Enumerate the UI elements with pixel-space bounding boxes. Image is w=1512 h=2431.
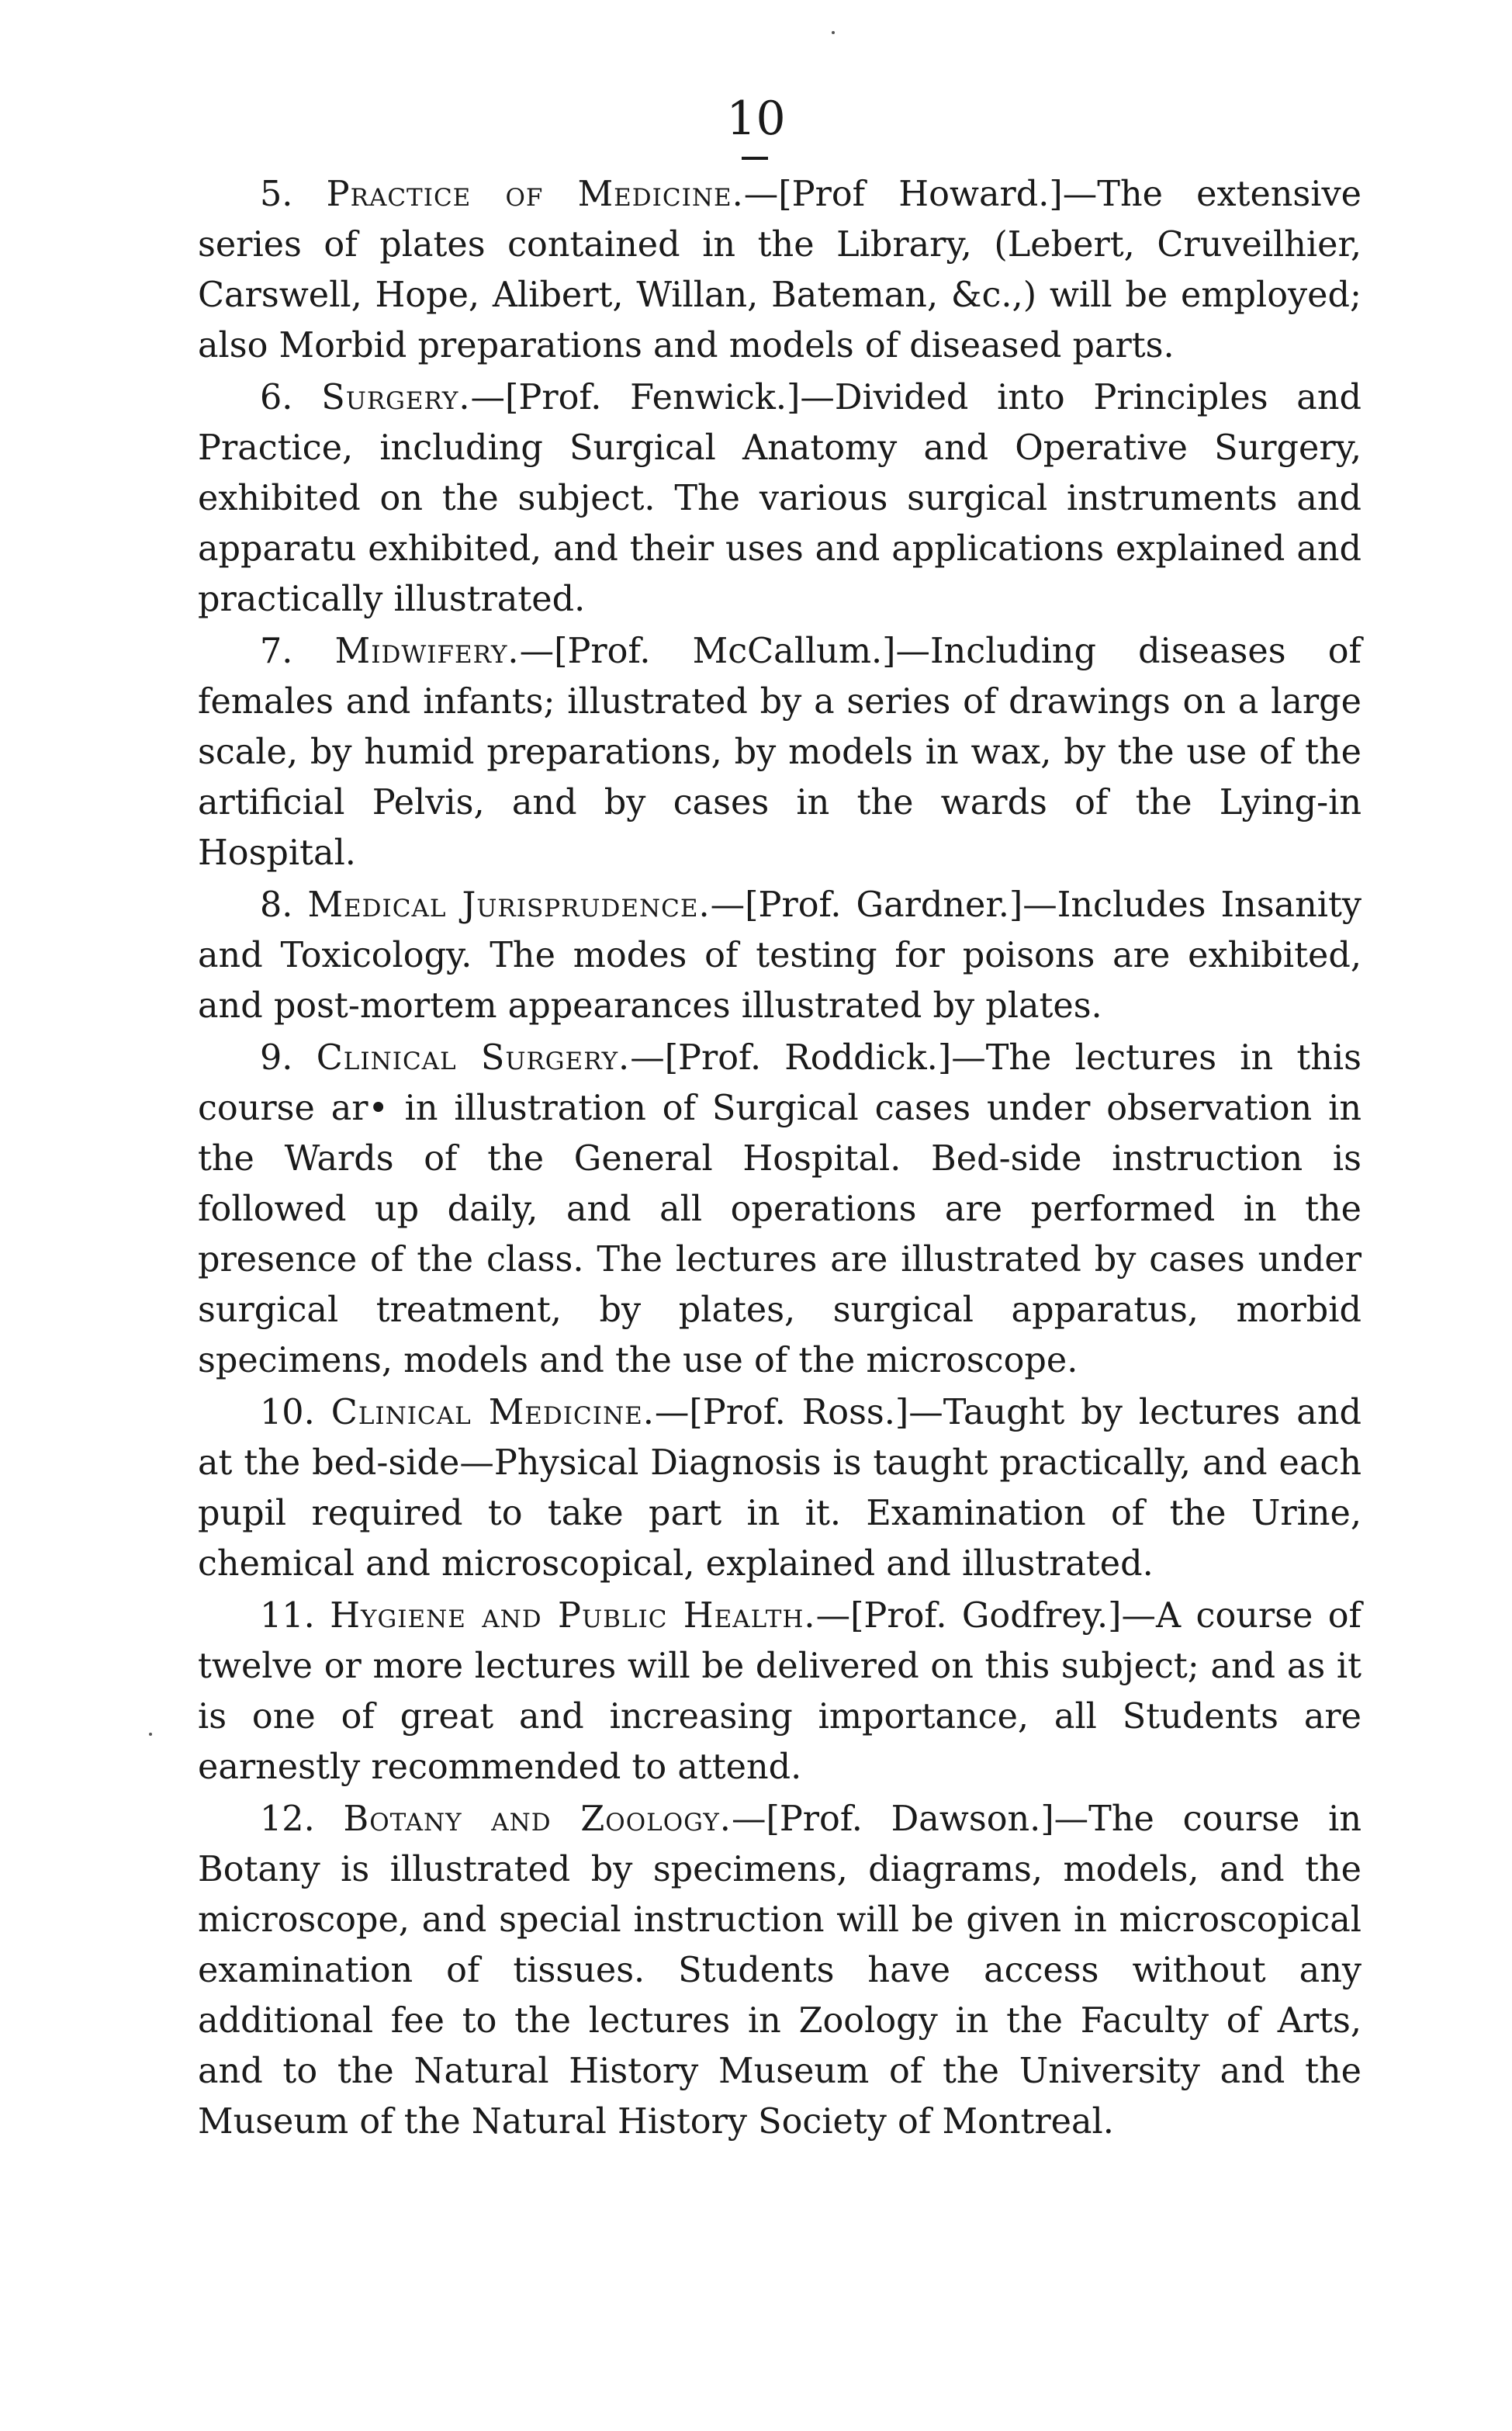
section-heading: Medical Jurisprudence. <box>307 885 711 925</box>
section-heading: Practice of Medicine. <box>326 175 744 214</box>
paragraph-surgery <box>198 372 1361 625</box>
paragraph-number: 8. <box>260 885 293 925</box>
paragraph-body: —[Prof. Ross.]—Taught by lectures and at the bed-side—Physical Diagnosis is taught practically, and each pupil required to take part in it. Examination of the Urine, chemical and microscopical, explained and illustrated. <box>198 1393 1361 1584</box>
paragraph-number: 7. <box>260 632 293 671</box>
paragraph-number: 9. <box>260 1038 293 1078</box>
page-number-rule <box>742 157 768 160</box>
paragraph-body: —[Prof. Dawson.]—The course in Botany is illustrated by specimens, diagrams, models, and the microscope, and special instruction will be given in microscopical examination of tissues. Students have access without any additional fee to the lectures in Zoology in the Faculty of Arts, and to the Natural History Museum of the University and the Museum of the Natural History Society of Montreal. <box>198 1799 1361 2142</box>
paragraph-number: 6. <box>260 378 293 417</box>
paragraph-body: —[Prof Howard.]—The extensive series of plates contained in the Library, (Lebert, Cruveilhier, Carswell, Hope, Alibert, Willan, Bateman, &c.,) will be employed; also Morbid preparations and models of diseased parts. <box>198 175 1361 365</box>
paragraph-body: —[Prof. Roddick.]—The lectures in this course ar• in illustration of Surgical cases under observation in the Wards of the General Hospital. Bed-side instruction is followed up daily, and all operations are performed in the presence of the class. The lectures are illustrated by cases under surgical treatment, by plates, surgical apparatus, morbid specimens, models and the use of the microscope. <box>198 1038 1361 1380</box>
paragraph-body: —[Prof. Gardner.]—Includes Insanity and Toxicology. The modes of testing for poisons are exhibited, and post-mortem appearances illustrated by plates. <box>198 885 1361 1026</box>
section-heading: Clinical Medicine. <box>330 1393 655 1432</box>
section-heading: Midwifery. <box>334 632 520 671</box>
paragraph-number: 12. <box>260 1799 315 1839</box>
section-heading: Surgery. <box>321 378 471 417</box>
paragraph-number: 11. <box>260 1596 315 1636</box>
paragraph-number: 5. <box>260 175 293 214</box>
margin-speck <box>149 1733 152 1736</box>
paragraph-body: —[Prof. McCallum.]—Including diseases of females and infants; illustrated by a series of drawings on a large scale, by humid preparations, by models in wax, by the use of the artificial Pelvis, and by cases in the wards of the Lying-in Hospital. <box>198 632 1361 873</box>
paragraph-botany-and-zoology <box>198 1794 1361 2147</box>
paragraph-practice-of-medicine <box>198 169 1361 371</box>
paragraph-midwifery <box>198 626 1361 878</box>
page-number: 10 <box>726 92 786 146</box>
section-heading: Botany and Zoology. <box>343 1799 732 1839</box>
paragraph-clinical-medicine <box>198 1387 1361 1589</box>
section-heading: Clinical Surgery. <box>316 1038 631 1078</box>
section-heading: Hygiene and Public Health. <box>330 1596 816 1636</box>
page-body <box>198 169 1361 2149</box>
paragraph-body: —[Prof. Godfrey.]—A course of twelve or more lectures will be delivered on this subject; and as it is one of great and increasing importance, all Students are earnestly recommended to attend. <box>198 1596 1362 1787</box>
margin-speck <box>832 31 835 34</box>
paragraph-medical-jurisprudence <box>198 880 1361 1031</box>
paragraph-number: 10. <box>260 1393 315 1432</box>
paragraph-body: —[Prof. Fenwick.]—Divided into Principles and Practice, including Surgical Anatomy and Operative Surgery, exhibited on the subject. The various surgical instruments and apparatu exhibited, and their uses and applications explained and practically illustrated. <box>198 378 1361 619</box>
paragraph-hygiene-and-public-health <box>198 1591 1361 1792</box>
paragraph-clinical-surgery <box>198 1033 1361 1386</box>
